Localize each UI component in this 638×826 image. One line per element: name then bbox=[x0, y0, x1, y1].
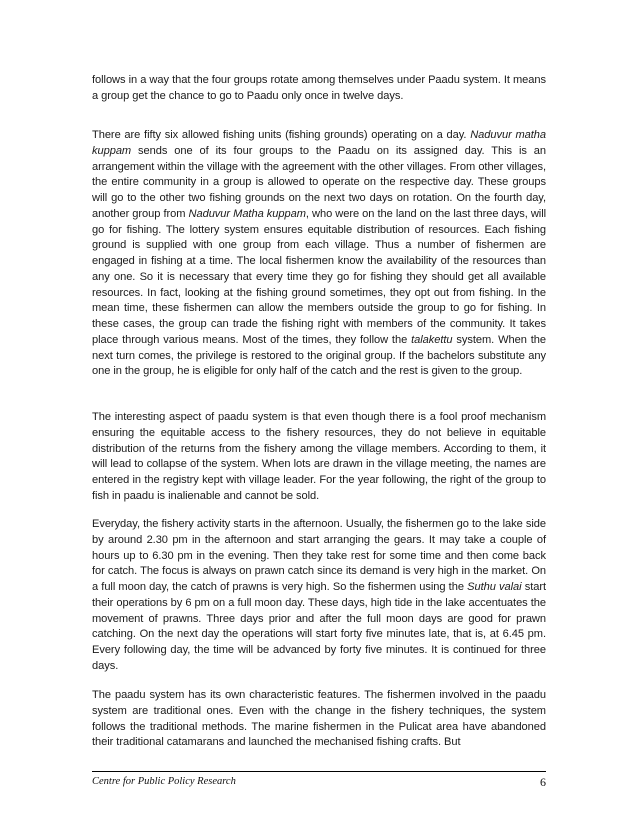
paragraph bbox=[92, 128, 546, 380]
text-run: , who were on the land on the last three days, will go for fishing. The lottery system ensures equitable distribution of resources. Each fishing ground is supplied with one group from each village. Thus a number of fishermen are engaged in fishing at a time. The local fishermen know the availability of the resources than any one. So it is necessary that every time they go for fishing they should get all available resources. In fact, looking at the fishing ground sometimes, they opt out from fishing. In the mean time, these fishermen can allow the members outside the group to go for fishing. In these cases, the group can trade the fishing right with members of the community. It takes place through various means. Most of the times, they follow the bbox=[92, 207, 547, 346]
italic-term: Naduvur matha kuppam bbox=[92, 129, 546, 157]
paragraph bbox=[92, 410, 546, 505]
text-run: The paadu system has its own characteristic features. The fishermen involved in the paadu system are traditional ones. Even with the change in the fishery techniques, the system follows the traditional methods. The marine fishermen in the Pulicat area have abandoned their traditional catamarans and launched the mechanised fishing crafts. But bbox=[92, 689, 546, 749]
italic-term: talakettu bbox=[411, 333, 453, 346]
text-run: system. When the next turn comes, the privilege is restored to the original group. If the bachelors substitute any one in the group, he is eligible for only half of the catch and the rest is given to the group. bbox=[92, 333, 546, 378]
italic-term: Naduvur Matha kuppam bbox=[188, 207, 306, 220]
text-run: follows in a way that the four groups rotate among themselves under Paadu system. It means a group get the chance to go to Paadu only once in twelve days. bbox=[92, 74, 546, 102]
page-number: 6 bbox=[540, 775, 546, 789]
text-run: sends one of its four groups to the Paadu on its assigned day. This is an arrangement within the village with the agreement with the other villages. From other villages, the entire community in a group is allowed to operate on the respective day. These groups will go to the other two fishing grounds on the next two days on rotation. On the fourth day, another group from bbox=[92, 144, 546, 220]
text-run: There are fifty six allowed fishing units (fishing grounds) operating on a day. bbox=[92, 129, 471, 141]
text-run: start their operations by 6 pm on a full moon day. These days, high tide in the lake accentuates the movement of prawns. Three days prior and after the full moon days are good for prawn catching. On the next day the operations will start forty five minutes late, that is, at 6.45 pm. Every following day, the time will be advanced by forty five minutes. It is continued for three days. bbox=[92, 581, 546, 672]
footer-divider bbox=[92, 771, 546, 772]
paragraph bbox=[92, 688, 546, 751]
italic-term: Suthu valai bbox=[467, 581, 522, 593]
paragraph bbox=[92, 517, 546, 675]
footer-organization: Centre for Public Policy Research bbox=[92, 776, 236, 787]
paragraph bbox=[92, 73, 546, 105]
text-run: Everyday, the fishery activity starts in the afternoon. Usually, the fishermen go to the lake side by around 2.30 pm in the afternoon and start arranging the gears. It may take a couple of hours up to 6.30 pm in the evening. Then they take rest for some time and then come back for catch. The focus is always on prawn catch since its demand is very high in the market. On a full moon day, the catch of prawns is very high. So the fishermen using the bbox=[92, 518, 546, 593]
text-run: The interesting aspect of paadu system is that even though there is a fool proof mechanism ensuring the equitable access to the fishery resources, they do not believe in equitable distribution of the returns from the fishery among the village members. According to them, it will lead to collapse of the system. When lots are drawn in the village meeting, the names are entered in the registry kept with village leader. For the year following, the right of the group to fish in paadu is inalienable and cannot be sold. bbox=[92, 411, 546, 502]
